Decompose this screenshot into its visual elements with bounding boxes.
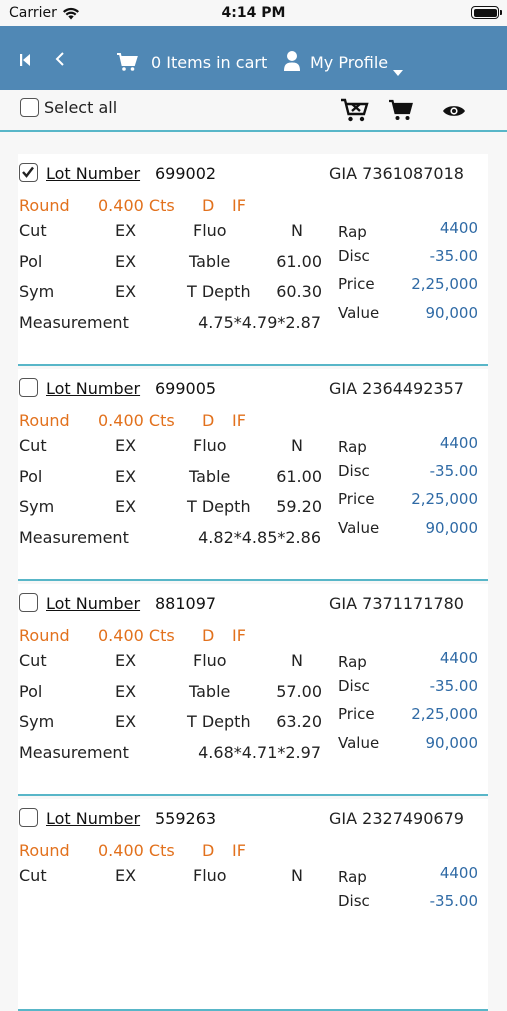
- rap-label: Rap: [338, 223, 367, 241]
- table-label: Table: [189, 252, 231, 271]
- checkmark-icon: [21, 165, 35, 179]
- measurement-value: 4.68*4.71*2.97: [198, 743, 321, 762]
- lot-number-link[interactable]: Lot Number: [46, 379, 141, 398]
- disc-value: -35.00: [429, 892, 478, 910]
- disc-value: -35.00: [429, 247, 478, 265]
- tdepth-value: 60.30: [276, 282, 322, 301]
- clock: 4:14 PM: [221, 5, 286, 21]
- pol-value: EX: [115, 252, 137, 271]
- price-label: Price: [338, 490, 375, 508]
- rap-value: 4400: [439, 219, 478, 237]
- certificate-number: GIA 7371171780: [329, 594, 464, 613]
- shape: Round: [19, 841, 70, 860]
- measurement-value: 4.75*4.79*2.87: [198, 313, 321, 332]
- value-value: 90,000: [425, 734, 478, 752]
- tdepth-label: T Depth: [187, 712, 251, 731]
- disc-label: Disc: [338, 892, 370, 910]
- disc-label: Disc: [338, 247, 370, 265]
- top-nav-bar: [0, 26, 507, 90]
- table-label: Table: [189, 682, 231, 701]
- pol-label: Pol: [19, 252, 43, 271]
- item-checkbox[interactable]: [19, 593, 38, 612]
- lot-number-value: 559263: [155, 809, 217, 828]
- item-checkbox[interactable]: [19, 163, 38, 182]
- sym-value: EX: [115, 712, 137, 731]
- rap-label: Rap: [338, 438, 367, 456]
- sym-value: EX: [115, 497, 137, 516]
- tdepth-value: 59.20: [276, 497, 322, 516]
- list-toolbar: [0, 90, 507, 132]
- cut-value: EX: [115, 436, 137, 455]
- value-value: 90,000: [425, 519, 478, 537]
- carat: 0.400 Cts: [98, 626, 175, 645]
- select-all-label[interactable]: Select all: [44, 98, 118, 117]
- fluo-value: N: [291, 866, 303, 885]
- cut-label: Cut: [19, 436, 47, 455]
- eye-icon[interactable]: [442, 103, 466, 122]
- certificate-number: GIA 2327490679: [329, 809, 464, 828]
- status-bar: [0, 0, 507, 26]
- price-label: Price: [338, 275, 375, 293]
- cut-label: Cut: [19, 866, 47, 885]
- fluo-value: N: [291, 221, 303, 240]
- pol-value: EX: [115, 467, 137, 486]
- remove-from-cart-icon[interactable]: [340, 97, 370, 127]
- tdepth-label: T Depth: [187, 497, 251, 516]
- carat: 0.400 Cts: [98, 196, 175, 215]
- value-label: Value: [338, 519, 380, 537]
- clarity-grade: IF: [232, 411, 246, 430]
- item-checkbox[interactable]: [19, 808, 38, 827]
- disc-value: -35.00: [429, 462, 478, 480]
- table-value: 61.00: [276, 252, 322, 271]
- lot-number-link[interactable]: Lot Number: [46, 594, 141, 613]
- color-grade: D: [202, 196, 215, 215]
- measurement-label: Measurement: [19, 313, 129, 332]
- user-icon[interactable]: [283, 50, 301, 76]
- fluo-label: Fluo: [193, 436, 227, 455]
- add-to-cart-icon[interactable]: [388, 99, 414, 125]
- item-checkbox[interactable]: [19, 378, 38, 397]
- rap-label: Rap: [338, 653, 367, 671]
- pol-label: Pol: [19, 467, 43, 486]
- table-value: 57.00: [276, 682, 322, 701]
- color-grade: D: [202, 626, 215, 645]
- rap-label: Rap: [338, 868, 367, 886]
- disc-value: -35.00: [429, 677, 478, 695]
- clarity-grade: IF: [232, 626, 246, 645]
- measurement-label: Measurement: [19, 528, 129, 547]
- fluo-value: N: [291, 436, 303, 455]
- lot-number-value: 699005: [155, 379, 217, 398]
- cart-icon[interactable]: [116, 52, 138, 76]
- carat: 0.400 Cts: [98, 841, 175, 860]
- fluo-value: N: [291, 651, 303, 670]
- cut-value: EX: [115, 866, 137, 885]
- caret-down-icon[interactable]: [393, 61, 403, 80]
- price-value: 2,25,000: [411, 275, 478, 293]
- shape: Round: [19, 626, 70, 645]
- value-value: 90,000: [425, 304, 478, 322]
- pol-value: EX: [115, 682, 137, 701]
- cart-count-label[interactable]: 0 Items in cart: [151, 53, 268, 72]
- rap-value: 4400: [439, 649, 478, 667]
- certificate-number: GIA 2364492357: [329, 379, 464, 398]
- color-grade: D: [202, 841, 215, 860]
- shape: Round: [19, 196, 70, 215]
- measurement-value: 4.82*4.85*2.86: [198, 528, 321, 547]
- sym-value: EX: [115, 282, 137, 301]
- sym-label: Sym: [19, 712, 55, 731]
- measurement-label: Measurement: [19, 743, 129, 762]
- price-value: 2,25,000: [411, 705, 478, 723]
- color-grade: D: [202, 411, 215, 430]
- battery-icon: [471, 6, 499, 19]
- disc-label: Disc: [338, 462, 370, 480]
- tdepth-label: T Depth: [187, 282, 251, 301]
- sym-label: Sym: [19, 497, 55, 516]
- list-item[interactable]: [18, 799, 488, 1011]
- cut-label: Cut: [19, 651, 47, 670]
- cut-value: EX: [115, 221, 137, 240]
- list-item[interactable]: [18, 369, 488, 581]
- sym-label: Sym: [19, 282, 55, 301]
- first-page-icon[interactable]: [18, 52, 32, 71]
- carat: 0.400 Cts: [98, 411, 175, 430]
- back-icon[interactable]: [52, 51, 68, 71]
- lot-number-link[interactable]: Lot Number: [46, 809, 141, 828]
- cut-value: EX: [115, 651, 137, 670]
- select-all-checkbox[interactable]: [20, 98, 39, 117]
- lot-number-link[interactable]: Lot Number: [46, 164, 141, 183]
- carrier-label: Carrier: [9, 5, 57, 21]
- cut-label: Cut: [19, 221, 47, 240]
- certificate-number: GIA 7361087018: [329, 164, 464, 183]
- pol-label: Pol: [19, 682, 43, 701]
- rap-value: 4400: [439, 864, 478, 882]
- table-value: 61.00: [276, 467, 322, 486]
- lot-number-value: 881097: [155, 594, 217, 613]
- table-label: Table: [189, 467, 231, 486]
- price-label: Price: [338, 705, 375, 723]
- value-label: Value: [338, 734, 380, 752]
- my-profile-menu[interactable]: My Profile: [310, 53, 389, 72]
- list-item[interactable]: [18, 584, 488, 796]
- clarity-grade: IF: [232, 841, 246, 860]
- shape: Round: [19, 411, 70, 430]
- value-label: Value: [338, 304, 380, 322]
- fluo-label: Fluo: [193, 221, 227, 240]
- rap-value: 4400: [439, 434, 478, 452]
- lot-number-value: 699002: [155, 164, 217, 183]
- list-item[interactable]: [18, 154, 488, 366]
- disc-label: Disc: [338, 677, 370, 695]
- tdepth-value: 63.20: [276, 712, 322, 731]
- clarity-grade: IF: [232, 196, 246, 215]
- stone-list: [0, 134, 507, 910]
- fluo-label: Fluo: [193, 866, 227, 885]
- fluo-label: Fluo: [193, 651, 227, 670]
- price-value: 2,25,000: [411, 490, 478, 508]
